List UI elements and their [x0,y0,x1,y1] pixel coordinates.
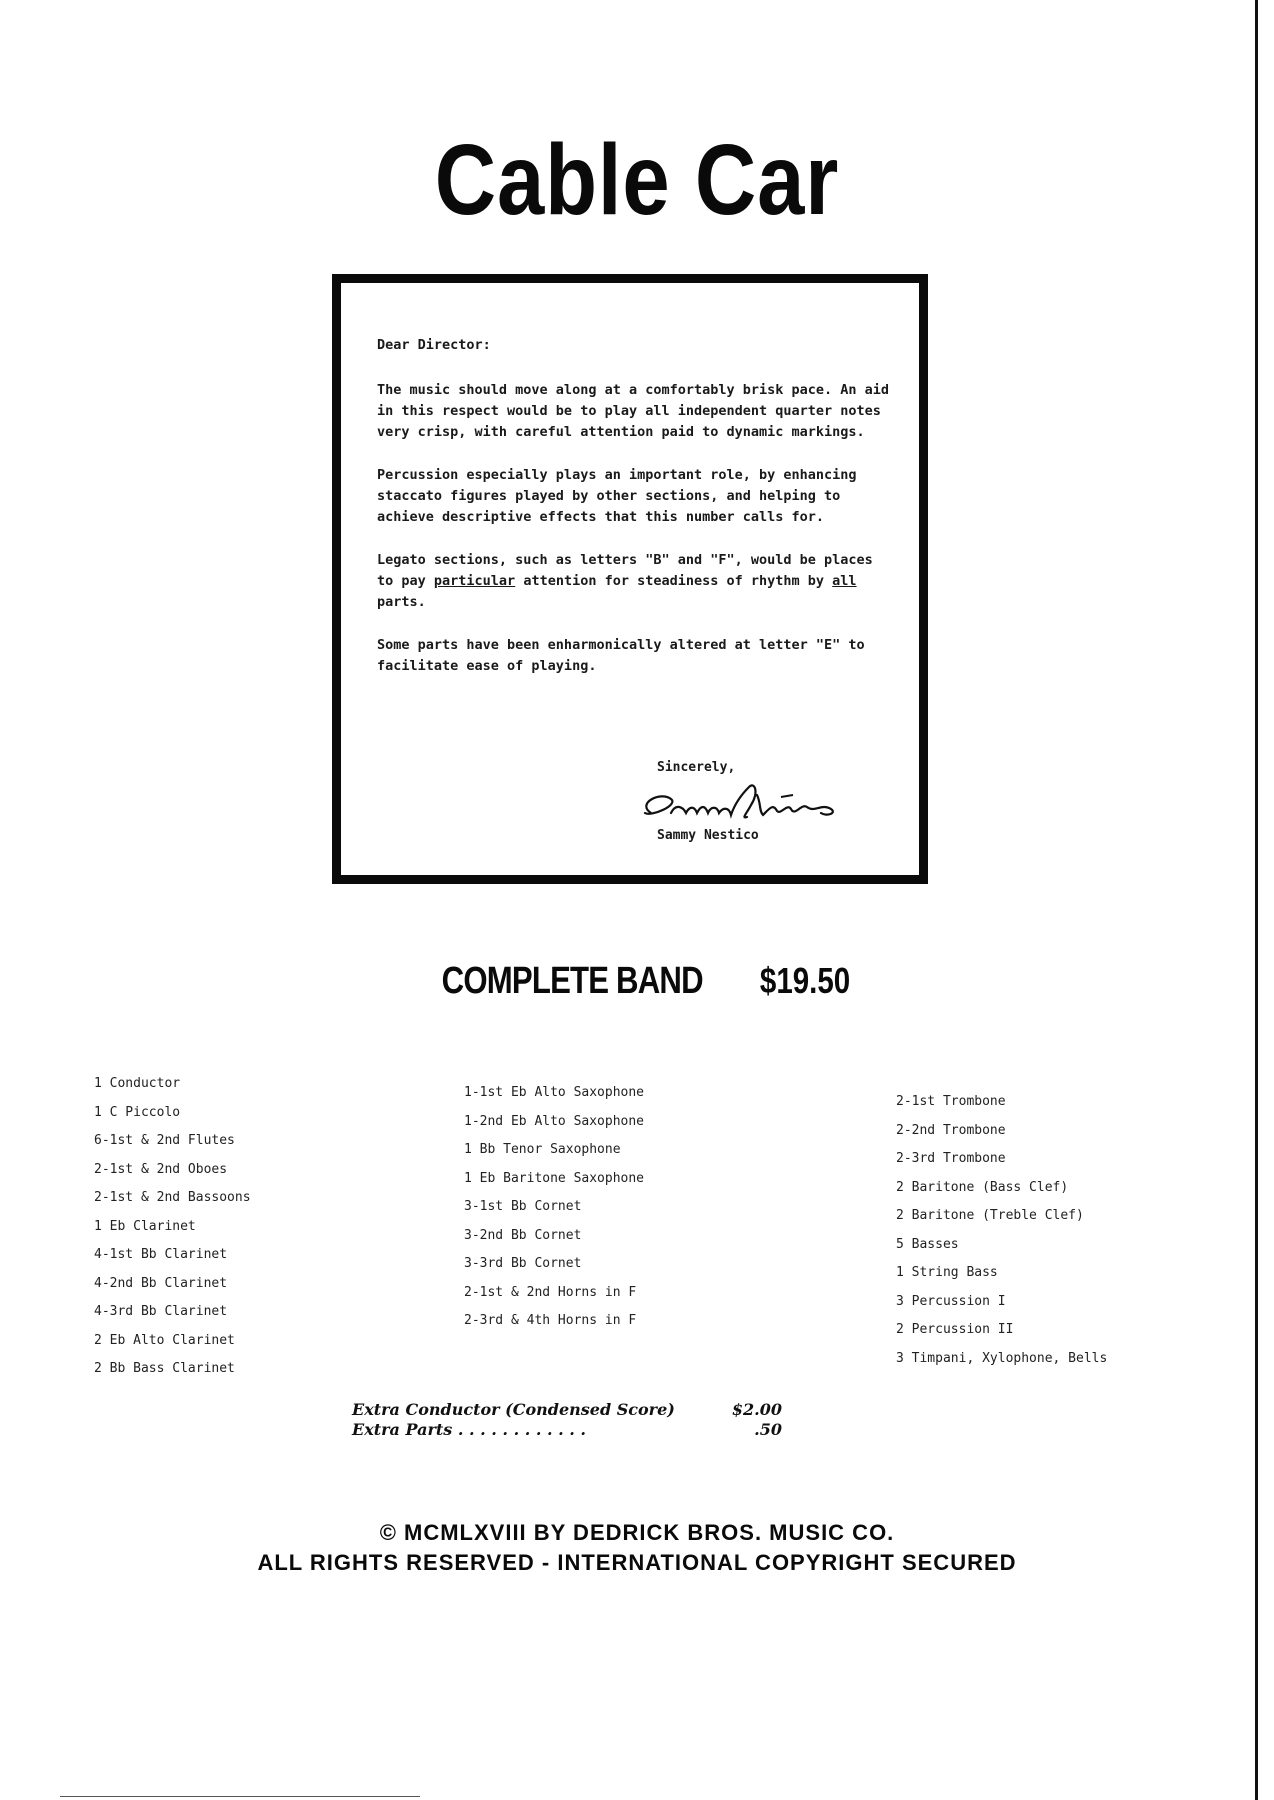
copyright-notice [0,1518,1274,1578]
part-item: 1 Eb Baritone Saxophone [464,1170,645,1186]
part-item: 3-2nd Bb Cornet [464,1227,582,1243]
part-item: 4-2nd Bb Clarinet [94,1275,228,1291]
part-item: 3-1st Bb Cornet [464,1199,582,1214]
letter-paragraph-1: The music should move along at a comfortably brisk pace. An aid in this respect would be to play all independent quarter notes very crisp, with careful attention paid to dynamic markings. [377,382,890,440]
bottom-scan-line [60,1796,420,1797]
part-item: 1 Conductor [94,1076,181,1091]
handwritten-signature [631,773,861,833]
parts-list-low-brass-percussion [896,1088,1107,1373]
letter-paragraph-4: Some parts have been enharmonically altered at letter "E" to facilitate ease of playing. [377,637,865,674]
part-item: 2-3rd Trombone [896,1151,1006,1166]
part-item: 2 Percussion II [896,1322,1014,1337]
part-item: 2 Eb Alto Clarinet [94,1332,235,1348]
part-item: 4-1st Bb Clarinet [94,1247,228,1262]
letter-p3-emphasis-all: all [832,573,857,589]
part-item: 1 C Piccolo [94,1104,181,1120]
part-item: 2 Baritone (Treble Clef) [896,1208,1084,1223]
part-item: 5 Basses [896,1236,959,1252]
complete-band-heading [0,960,1274,1003]
complete-band-price: $19.50 [760,960,851,1001]
extra-conductor-row [352,1400,782,1420]
complete-band-label: COMPLETE BAND [442,960,704,1002]
letter-p3-text-a: Legato sections, such as letters "B" and "F", would be places to pay [377,552,873,589]
part-item: 1-1st Eb Alto Saxophone [464,1085,645,1100]
part-item: 2-2nd Trombone [896,1122,1006,1138]
part-item: 1-2nd Eb Alto Saxophone [464,1113,645,1129]
part-item: 1 Eb Clarinet [94,1218,196,1234]
part-item: 2 Bb Bass Clarinet [94,1361,235,1376]
extra-conductor-price: $2.00 [731,1400,782,1419]
copyright-line-2: ALL RIGHTS RESERVED - INTERNATIONAL COPYRIGHT SECURED [257,1550,1017,1575]
letter-body [377,335,897,699]
extra-parts-price: .50 [754,1420,782,1439]
part-item: 3 Timpani, Xylophone, Bells [896,1350,1108,1366]
letter-closing: Sincerely, [657,760,736,775]
director-letter [332,274,928,884]
part-item: 1 Bb Tenor Saxophone [464,1142,621,1157]
part-item: 2-1st & 2nd Bassoons [94,1190,251,1205]
parts-list-saxes-brass [464,1079,644,1336]
part-item: 2-1st & 2nd Oboes [94,1161,228,1177]
extra-parts-pricing [352,1400,782,1440]
part-item: 2-1st & 2nd Horns in F [464,1284,637,1300]
copyright-line-1: © MCMLXVIII BY DEDRICK BROS. MUSIC CO. [379,1520,895,1545]
extra-parts-row [352,1420,782,1440]
parts-list-woodwinds [94,1070,251,1384]
part-item: 4-3rd Bb Clarinet [94,1304,228,1319]
letter-p3-emphasis-particular: particular [433,573,516,589]
part-item: 6-1st & 2nd Flutes [94,1133,235,1148]
part-item: 2-1st Trombone [896,1094,1006,1109]
extra-conductor-label: Extra Conductor (Condensed Score) [352,1400,675,1419]
extra-parts-label: Extra Parts . . . . . . . . . . . . [352,1420,586,1439]
letter-p3-text-c: parts. [377,594,426,610]
part-item: 2-3rd & 4th Horns in F [464,1313,637,1328]
part-item: 2 Baritone (Bass Clef) [896,1179,1069,1195]
part-item: 3-3rd Bb Cornet [464,1256,582,1271]
letter-p3-text-b: attention for steadiness of rhythm by [515,573,833,589]
letter-signer: Sammy Nestico [657,828,759,843]
letter-paragraph-2: Percussion especially plays an important role, by enhancing staccato figures played by other sections, and helping to achieve descriptive effects that this number calls for. [377,467,857,525]
letter-paragraph-3 [377,550,897,613]
part-item: 3 Percussion I [896,1293,1006,1309]
letter-greeting: Dear Director: [377,337,491,353]
part-item: 1 String Bass [896,1265,998,1280]
page-title: Cable Car [434,124,840,236]
